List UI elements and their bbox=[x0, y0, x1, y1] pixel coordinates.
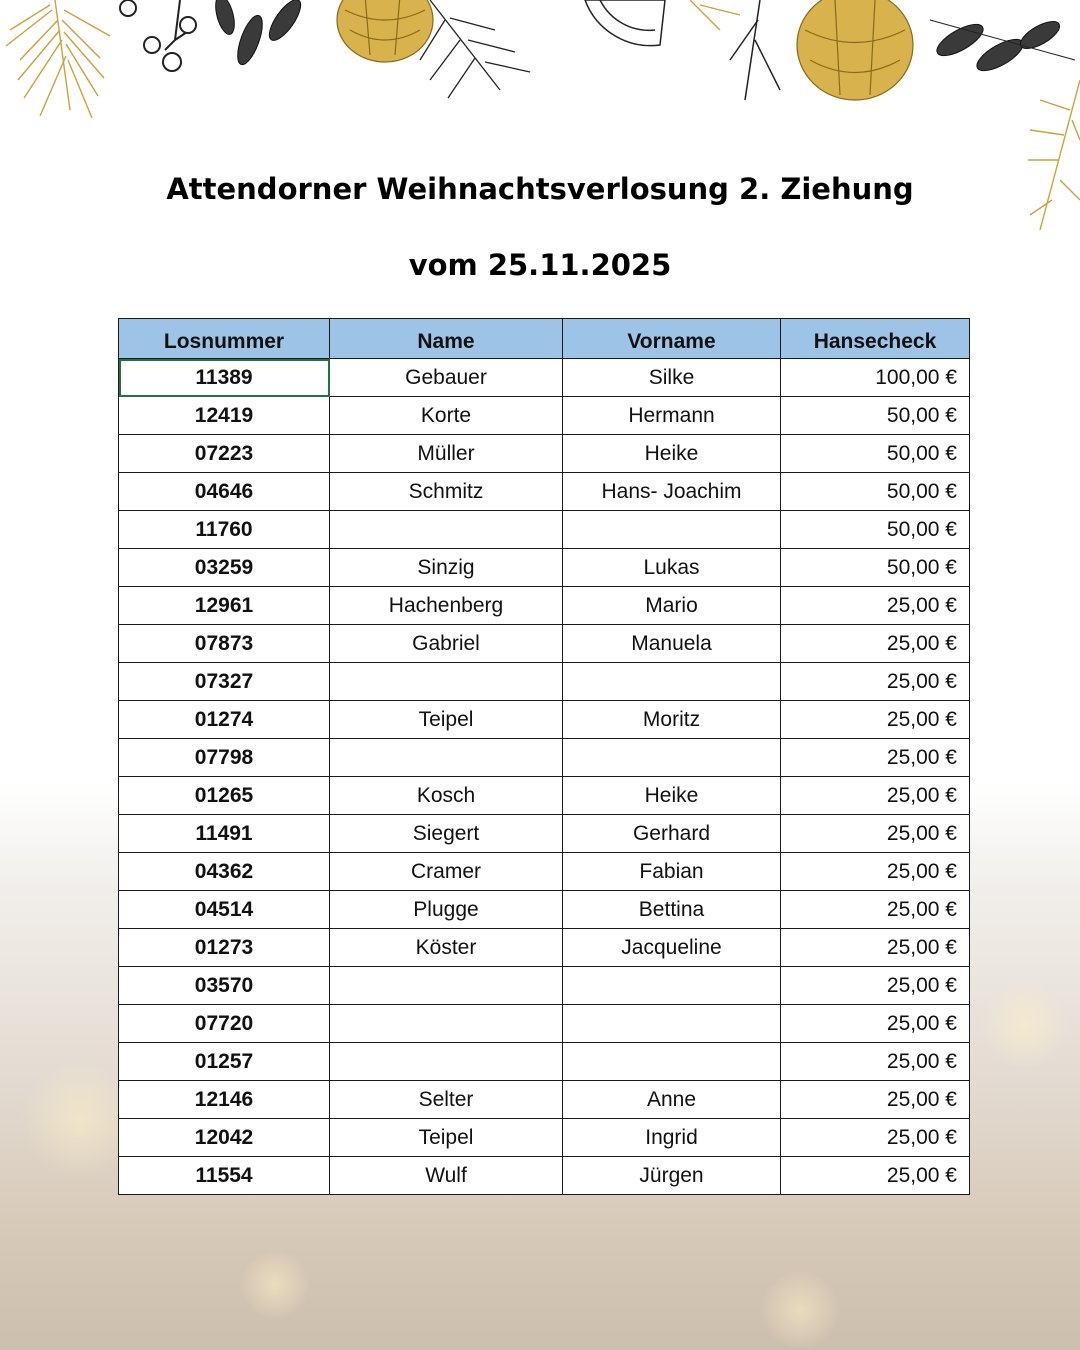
table-row bbox=[119, 435, 970, 473]
cell-name[interactable]: Kosch bbox=[330, 777, 563, 815]
cell-name[interactable]: Siegert bbox=[330, 815, 563, 853]
pine-branch-icon bbox=[6, 0, 110, 118]
column-header-losnummer[interactable]: Losnummer bbox=[119, 319, 330, 359]
table-row bbox=[119, 587, 970, 625]
table-row bbox=[119, 1005, 970, 1043]
table-row bbox=[119, 777, 970, 815]
cell-hansecheck[interactable]: 25,00 € bbox=[781, 1081, 970, 1119]
cell-losnummer[interactable]: 07223 bbox=[119, 435, 330, 473]
cell-name[interactable]: Wulf bbox=[330, 1157, 563, 1195]
pine-branch-icon bbox=[1028, 80, 1080, 230]
pine-branch-icon bbox=[690, 0, 740, 30]
bokeh-light bbox=[240, 1250, 310, 1320]
cell-hansecheck[interactable]: 25,00 € bbox=[781, 777, 970, 815]
cell-hansecheck[interactable]: 25,00 € bbox=[781, 1119, 970, 1157]
cell-losnummer[interactable]: 12146 bbox=[119, 1081, 330, 1119]
cell-vorname[interactable] bbox=[563, 663, 781, 701]
table-row bbox=[119, 473, 970, 511]
column-header-vorname[interactable]: Vorname bbox=[563, 319, 781, 359]
cell-losnummer[interactable]: 07720 bbox=[119, 1005, 330, 1043]
cell-losnummer[interactable]: 07327 bbox=[119, 663, 330, 701]
column-header-hansecheck[interactable]: Hansecheck bbox=[781, 319, 970, 359]
table-row bbox=[119, 853, 970, 891]
table-row bbox=[119, 929, 970, 967]
cell-hansecheck[interactable]: 25,00 € bbox=[781, 625, 970, 663]
cell-vorname[interactable]: Mario bbox=[563, 587, 781, 625]
cell-losnummer[interactable]: 04362 bbox=[119, 853, 330, 891]
pinecone-icon bbox=[797, 0, 913, 100]
page-title: Attendorner Weihnachtsverlosung 2. Ziehung bbox=[166, 172, 914, 206]
cell-hansecheck[interactable]: 50,00 € bbox=[781, 473, 970, 511]
cell-vorname[interactable] bbox=[563, 511, 781, 549]
cell-vorname[interactable]: Silke bbox=[563, 359, 781, 397]
cell-losnummer[interactable]: 12042 bbox=[119, 1119, 330, 1157]
cell-vorname[interactable]: Hans- Joachim bbox=[563, 473, 781, 511]
pinecone-icon bbox=[337, 0, 433, 62]
cell-vorname[interactable]: Gerhard bbox=[563, 815, 781, 853]
cell-name[interactable] bbox=[330, 967, 563, 1005]
table-row bbox=[119, 701, 970, 739]
cell-vorname[interactable]: Manuela bbox=[563, 625, 781, 663]
cell-name[interactable]: Teipel bbox=[330, 701, 563, 739]
cell-hansecheck[interactable]: 50,00 € bbox=[781, 549, 970, 587]
cell-losnummer[interactable]: 03570 bbox=[119, 967, 330, 1005]
cell-hansecheck[interactable]: 25,00 € bbox=[781, 853, 970, 891]
cell-hansecheck[interactable]: 50,00 € bbox=[781, 435, 970, 473]
table-row bbox=[119, 891, 970, 929]
cell-hansecheck[interactable]: 25,00 € bbox=[781, 1043, 970, 1081]
column-header-name[interactable]: Name bbox=[330, 319, 563, 359]
cell-hansecheck[interactable]: 100,00 € bbox=[781, 359, 970, 397]
cell-hansecheck[interactable]: 25,00 € bbox=[781, 739, 970, 777]
cell-vorname[interactable]: Fabian bbox=[563, 853, 781, 891]
cell-hansecheck[interactable]: 25,00 € bbox=[781, 587, 970, 625]
cell-losnummer[interactable]: 11491 bbox=[119, 815, 330, 853]
table-row bbox=[119, 815, 970, 853]
cell-name[interactable] bbox=[330, 1005, 563, 1043]
table-row bbox=[119, 1157, 970, 1195]
cell-hansecheck[interactable]: 25,00 € bbox=[781, 815, 970, 853]
leaf-sprig-icon bbox=[930, 16, 1075, 76]
cell-name[interactable] bbox=[330, 1043, 563, 1081]
table-row bbox=[119, 663, 970, 701]
cell-name[interactable]: Gebauer bbox=[330, 359, 563, 397]
cell-losnummer[interactable]: 11760 bbox=[119, 511, 330, 549]
cell-vorname[interactable]: Hermann bbox=[563, 397, 781, 435]
bokeh-light bbox=[980, 980, 1070, 1070]
table-row bbox=[119, 397, 970, 435]
cell-hansecheck[interactable]: 25,00 € bbox=[781, 701, 970, 739]
cell-vorname[interactable]: Anne bbox=[563, 1081, 781, 1119]
cell-name[interactable] bbox=[330, 663, 563, 701]
cell-vorname[interactable]: Moritz bbox=[563, 701, 781, 739]
orange-slice-icon bbox=[585, 0, 665, 46]
cell-losnummer[interactable]: 11389 bbox=[119, 359, 330, 397]
cell-name[interactable]: Köster bbox=[330, 929, 563, 967]
cell-name[interactable]: Selter bbox=[330, 1081, 563, 1119]
table-row bbox=[119, 549, 970, 587]
cell-hansecheck[interactable]: 25,00 € bbox=[781, 967, 970, 1005]
cell-hansecheck[interactable]: 25,00 € bbox=[781, 891, 970, 929]
cell-vorname[interactable]: Lukas bbox=[563, 549, 781, 587]
cell-losnummer[interactable]: 07873 bbox=[119, 625, 330, 663]
cell-losnummer[interactable]: 12961 bbox=[119, 587, 330, 625]
cell-hansecheck[interactable]: 25,00 € bbox=[781, 663, 970, 701]
cell-name[interactable]: Korte bbox=[330, 397, 563, 435]
cell-hansecheck[interactable]: 25,00 € bbox=[781, 1005, 970, 1043]
cell-name[interactable]: Schmitz bbox=[330, 473, 563, 511]
cell-losnummer[interactable]: 01274 bbox=[119, 701, 330, 739]
cell-losnummer[interactable]: 04646 bbox=[119, 473, 330, 511]
table-row bbox=[119, 1081, 970, 1119]
cell-name[interactable]: Müller bbox=[330, 435, 563, 473]
cell-vorname[interactable] bbox=[563, 967, 781, 1005]
cell-name[interactable] bbox=[330, 511, 563, 549]
cell-hansecheck[interactable]: 50,00 € bbox=[781, 511, 970, 549]
cell-vorname[interactable]: Bettina bbox=[563, 891, 781, 929]
leaf-sprig-icon bbox=[212, 0, 306, 68]
table-row bbox=[119, 1043, 970, 1081]
cell-name[interactable]: Teipel bbox=[330, 1119, 563, 1157]
bokeh-light bbox=[760, 1270, 840, 1350]
cell-name[interactable]: Plugge bbox=[330, 891, 563, 929]
table-row bbox=[119, 625, 970, 663]
table-header-row bbox=[119, 319, 970, 359]
cell-losnummer[interactable]: 07798 bbox=[119, 739, 330, 777]
pine-branch-icon bbox=[420, 0, 530, 98]
cell-losnummer[interactable]: 12419 bbox=[119, 397, 330, 435]
table-row bbox=[119, 1119, 970, 1157]
table-row bbox=[119, 359, 970, 397]
cell-losnummer[interactable]: 01257 bbox=[119, 1043, 330, 1081]
cell-hansecheck[interactable]: 25,00 € bbox=[781, 1157, 970, 1195]
table-row bbox=[119, 511, 970, 549]
table-row bbox=[119, 967, 970, 1005]
cell-name[interactable]: Gabriel bbox=[330, 625, 563, 663]
cell-name[interactable]: Hachenberg bbox=[330, 587, 563, 625]
cell-vorname[interactable]: Heike bbox=[563, 435, 781, 473]
cell-vorname[interactable] bbox=[563, 739, 781, 777]
cell-vorname[interactable] bbox=[563, 1043, 781, 1081]
cell-losnummer[interactable]: 11554 bbox=[119, 1157, 330, 1195]
cell-vorname[interactable]: Jacqueline bbox=[563, 929, 781, 967]
cell-name[interactable]: Cramer bbox=[330, 853, 563, 891]
cell-losnummer[interactable]: 01265 bbox=[119, 777, 330, 815]
cell-hansecheck[interactable]: 50,00 € bbox=[781, 397, 970, 435]
cell-losnummer[interactable]: 03259 bbox=[119, 549, 330, 587]
cell-losnummer[interactable]: 01273 bbox=[119, 929, 330, 967]
cell-hansecheck[interactable]: 25,00 € bbox=[781, 929, 970, 967]
cell-name[interactable]: Sinzig bbox=[330, 549, 563, 587]
cell-vorname[interactable]: Ingrid bbox=[563, 1119, 781, 1157]
page-subtitle: vom 25.11.2025 bbox=[408, 248, 672, 282]
cell-name[interactable] bbox=[330, 739, 563, 777]
table-row bbox=[119, 739, 970, 777]
cell-vorname[interactable] bbox=[563, 1005, 781, 1043]
cell-vorname[interactable]: Heike bbox=[563, 777, 781, 815]
berry-sprig-icon bbox=[120, 0, 196, 71]
results-table bbox=[118, 318, 970, 1195]
cell-vorname[interactable]: Jürgen bbox=[563, 1157, 781, 1195]
cell-losnummer[interactable]: 04514 bbox=[119, 891, 330, 929]
